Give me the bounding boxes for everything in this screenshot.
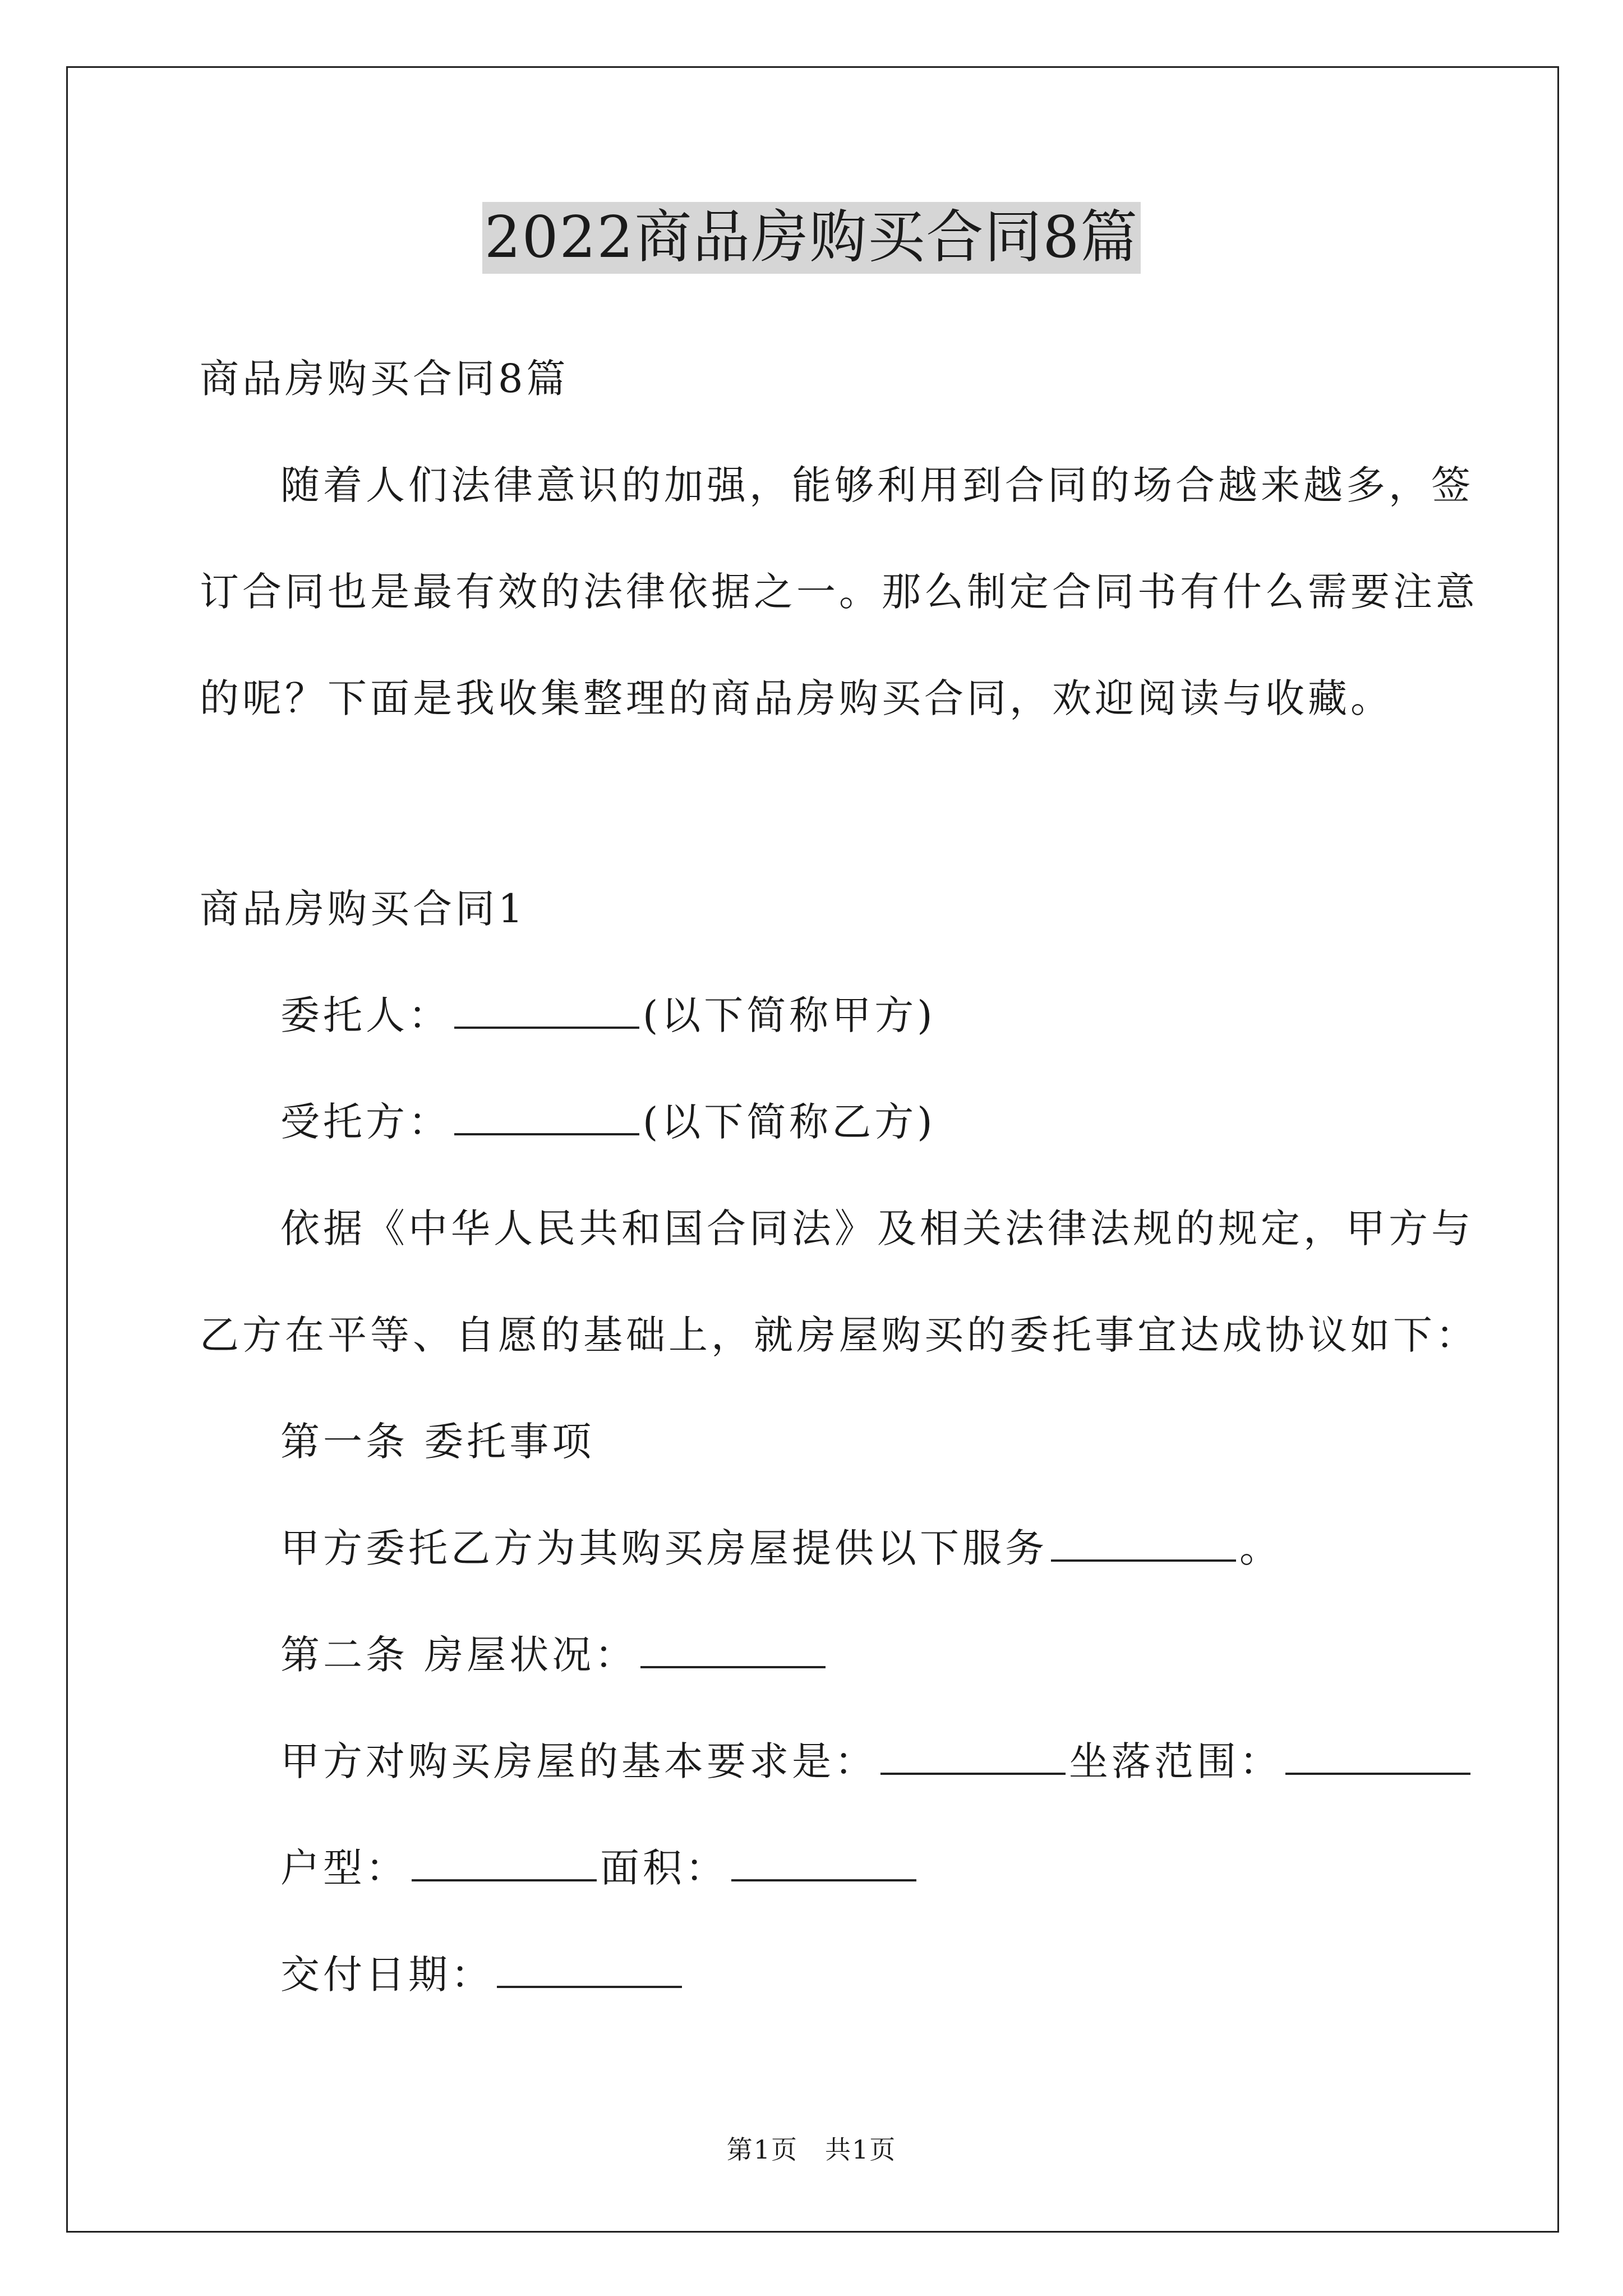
article-1-title: 第一条 委托事项: [280, 1419, 595, 1465]
delivery-blank: [497, 1951, 682, 1988]
layout-blank: [412, 1844, 597, 1881]
area-label: 面积：: [600, 1845, 728, 1891]
house-status-blank: [640, 1631, 826, 1668]
article-2-title: 第二条 房屋状况：: [280, 1632, 638, 1678]
agent-suffix: (以下简称乙方): [643, 1099, 936, 1145]
basis-line-2: 乙方在平等、自愿的基础上，就房屋购买的委托事宜达成协议如下：: [200, 1312, 1478, 1358]
title-container: [0, 202, 1623, 274]
layout-label: 户型：: [280, 1845, 408, 1891]
service-blank: [1051, 1525, 1236, 1562]
intro-line-2: 订合同也是最有效的法律依据之一。那么制定合同书有什么需要注意: [200, 569, 1478, 615]
intro-line-1: 随着人们法律意识的加强，能够利用到合同的场合越来越多，签: [280, 462, 1474, 508]
requirement-blank: [880, 1738, 1066, 1775]
location-blank: [1285, 1738, 1470, 1775]
page-footer: 第1页 共1页: [726, 2134, 897, 2165]
basis-line-1: 依据《中华人民共和国合同法》及相关法律法规的规定，甲方与: [280, 1205, 1474, 1251]
layout-area-line: [280, 1843, 920, 1893]
principal-blank: [454, 992, 639, 1029]
agent-blank: [454, 1098, 639, 1135]
contract-1-heading: 商品房购买合同1: [200, 886, 527, 932]
article-1-text: 甲方委托乙方为其购买房屋提供以下服务: [280, 1525, 1048, 1571]
principal-line: [280, 990, 936, 1041]
document-subtitle: 商品房购买合同8篇: [200, 356, 569, 402]
article-1-text-line: [280, 1523, 1282, 1573]
requirement-label: 甲方对购买房屋的基本要求是：: [280, 1738, 877, 1784]
agent-label: 受托方：: [280, 1099, 451, 1145]
delivery-label: 交付日期：: [280, 1952, 494, 1998]
article-2-line: [280, 1630, 829, 1680]
requirement-line: [280, 1736, 1474, 1787]
principal-suffix: (以下简称甲方): [643, 992, 936, 1038]
document-title: 2022商品房购买合同8篇: [482, 202, 1141, 274]
intro-line-3: 的呢？下面是我收集整理的商品房购买合同，欢迎阅读与收藏。: [200, 675, 1393, 721]
agent-line: [280, 1097, 936, 1147]
location-label: 坐落范围：: [1069, 1738, 1282, 1784]
area-blank: [731, 1844, 916, 1881]
delivery-line: [280, 1949, 685, 2000]
article-1-end: 。: [1239, 1525, 1282, 1571]
principal-label: 委托人：: [280, 992, 451, 1038]
